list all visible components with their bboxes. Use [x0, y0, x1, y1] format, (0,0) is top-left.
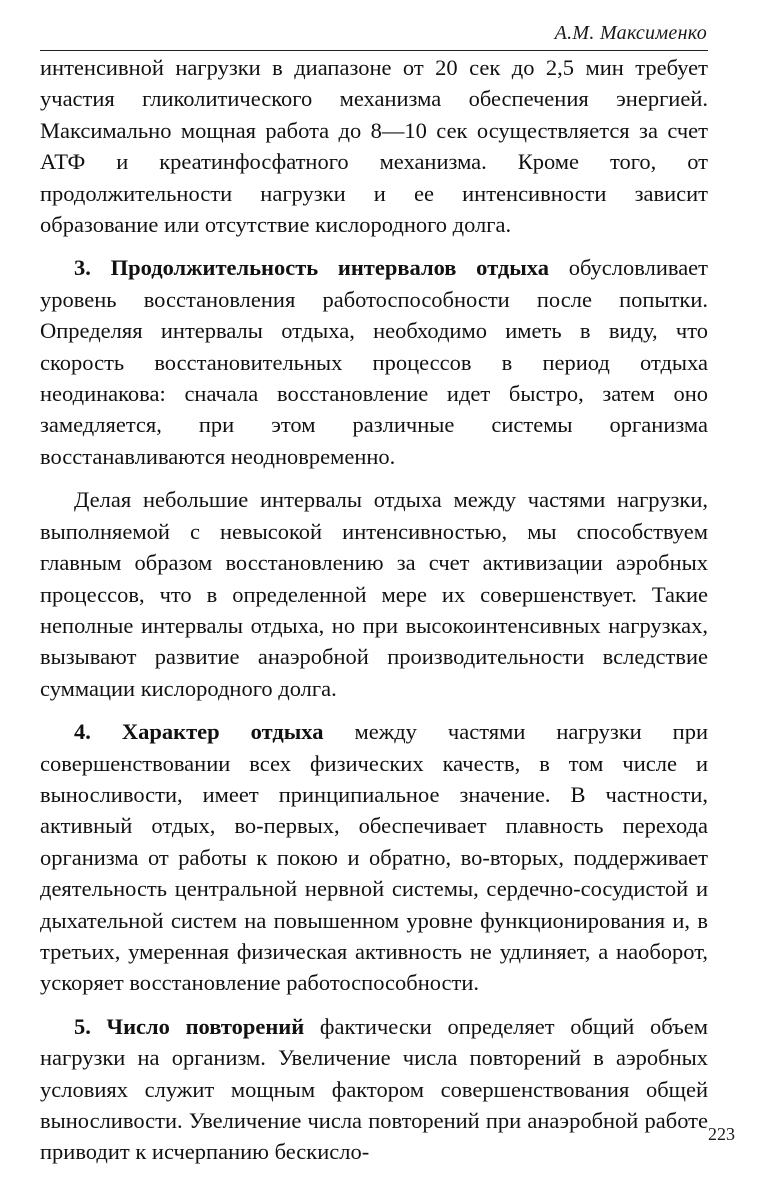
paragraph-3 [40, 484, 708, 704]
paragraph-4-text: между частями нагрузки при совершенствовании всех физических качеств, в том числе и выносливости, имеет принципиальное значение. В частности, активный отдых, во-первых, обеспечивает плавность перехода организма от работы к покою и обратно, во-вторых, поддерживает деятельность центральной нервной системы, сердечно-сосудистой и дыхательной систем на повышенном уровне функционирования и, в третьих, умеренная физическая активность не удлиняет, а наоборот, ускоряет восстановление работоспособности. [40, 719, 708, 996]
page-number: 223 [708, 1124, 735, 1144]
paragraph-3-text: Делая небольшие интервалы отдыха между частями нагрузки, выполняемой с невысокой интенсивностью, мы способствуем главным образом восстановлению за счет активизации аэробных процессов, что в определенной мере их совершенствует. Такие неполные интервалы отдыха, но при высокоинтенсивных нагрузках, вызывают развитие анаэробной производительности вследствие суммации кислородного долга. [40, 487, 708, 701]
paragraph-1 [40, 52, 708, 240]
paragraph-2 [40, 252, 708, 472]
paragraph-4-lead: 4. Характер отдыха [74, 719, 324, 745]
running-head-author: А.М. Максименко [554, 22, 707, 44]
paragraph-5-lead: 5. Число повторений [74, 1013, 305, 1039]
paragraph-5-text: фактически определяет общий объем нагрузки на организм. Увеличение числа повторений в аэробных условиях служит мощным фактором совершенствования общей выносливости. Увеличение числа повторений при анаэробной работе приводит к исчерпанию бескисло- [40, 1013, 708, 1165]
paragraph-2-text: обусловливает уровень восстановления работоспособности после попытки. Определяя интервалы отдыха, необходимо иметь в виду, что скорость восстановительных процессов в период отдыха неодинакова: сначала восстановление идет быстро, затем оно замедляется, при этом различные системы организма восстанавливаются неодновременно. [40, 255, 708, 469]
paragraph-2-lead: 3. Продолжительность интервалов отдыха [74, 255, 549, 281]
body-text [40, 52, 708, 1180]
paragraph-4 [40, 716, 708, 999]
header-rule [40, 50, 708, 51]
paragraph-5 [40, 1011, 708, 1168]
paragraph-1-text: интенсивной нагрузки в диапазоне от 20 сек до 2,5 мин требует участия гликолитического механизма обеспечения энергией. Максимально мощная работа до 8—10 сек осуществляется за счет АТФ и креатинфосфатного механизма. Кроме того, от продолжительности нагрузки и ее интенсивности зависит образование или отсутствие кислородного долга. [40, 55, 708, 238]
